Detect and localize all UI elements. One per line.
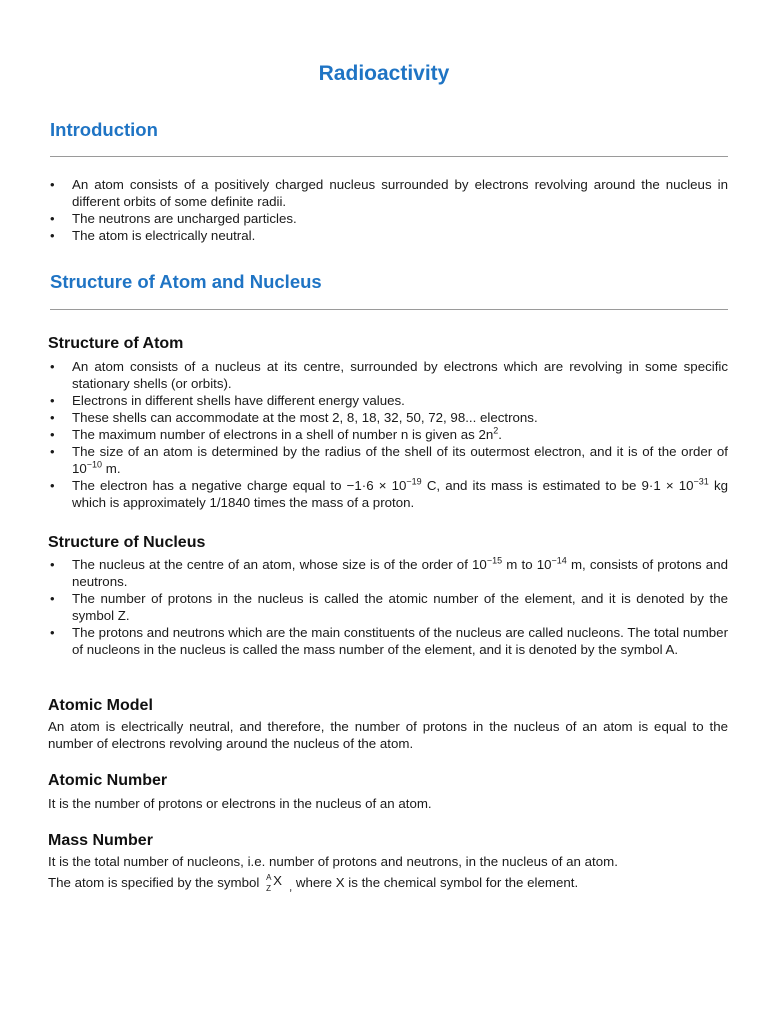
list-item-text: m to 10 bbox=[502, 557, 552, 572]
section-divider bbox=[50, 309, 728, 310]
list-item-text: The maximum number of electrons in a shell of number n is given as 2n bbox=[72, 427, 494, 442]
list-item-text: The electron has a negative charge equal to −1·6 × 10 bbox=[72, 478, 407, 493]
atomic-number-text: It is the number of protons or electrons in the nucleus of an atom. bbox=[48, 796, 432, 811]
symbol-line-start: The atom is specified by the symbol bbox=[48, 875, 264, 890]
list-item bbox=[48, 624, 728, 658]
list-item: • The atom is electrically neutral. bbox=[48, 227, 728, 244]
superscript: −31 bbox=[693, 476, 709, 487]
page-title: Radioactivity bbox=[318, 62, 450, 85]
nuclide-symbol bbox=[263, 872, 289, 893]
list-item-text: C, and its mass is estimated to be 9·1 × 10 bbox=[421, 478, 694, 493]
mass-number-symbol-line bbox=[48, 872, 728, 897]
list-item-text: These shells can accommodate at the most 2, 8, 18, 32, 50, 72, 98... electrons. bbox=[72, 410, 538, 425]
list-item-text: An atom consists of a nucleus at its centre, surrounded by electrons which are revolving in some specific stationary shells (or orbits). bbox=[72, 359, 728, 391]
list-item bbox=[48, 556, 728, 590]
list-item bbox=[48, 426, 728, 443]
list-item-text: Electrons in different shells have different energy values. bbox=[72, 393, 405, 408]
nucleus-bullet-list bbox=[48, 556, 728, 658]
subheading-structure-of-nucleus: Structure of Nucleus bbox=[48, 534, 206, 551]
nuclide-atomic-number: Z bbox=[266, 884, 271, 893]
subheading-atomic-number: Atomic Number bbox=[48, 772, 168, 789]
list-item bbox=[48, 590, 728, 624]
list-item: • An atom consists of a positively charged nucleus surrounded by electrons revolving around the nucleus in different orbits of some definite radii. bbox=[48, 176, 728, 210]
list-item bbox=[48, 358, 728, 392]
mass-number-text: It is the total number of nucleons, i.e. number of protons and neutrons, in the nucleus of an atom. bbox=[48, 854, 618, 869]
subheading-mass-number: Mass Number bbox=[48, 832, 153, 849]
list-item-text: . bbox=[498, 427, 502, 442]
superscript: −19 bbox=[406, 476, 422, 487]
section-heading-introduction: Introduction bbox=[50, 119, 158, 140]
nuclide-mass-number: A bbox=[266, 873, 272, 882]
list-item-text: The number of protons in the nucleus is called the atomic number of the element, and it is denoted by the symbol Z. bbox=[72, 591, 728, 623]
list-item-text: kg which is approximately 1/1840 times the mass of a proton. bbox=[72, 478, 728, 510]
introduction-bullet-list bbox=[48, 176, 728, 244]
list-item-text: The size of an atom is determined by the radius of the shell of its outermost electron, and it is of the order of 10 bbox=[72, 444, 728, 476]
atom-bullet-list bbox=[48, 358, 728, 511]
section-heading-structure: Structure of Atom and Nucleus bbox=[50, 271, 322, 292]
list-item bbox=[48, 392, 728, 409]
superscript: −15 bbox=[486, 555, 503, 566]
list-item bbox=[48, 409, 728, 426]
superscript: −14 bbox=[551, 555, 567, 566]
nuclide-element: X bbox=[273, 873, 282, 888]
list-item bbox=[48, 443, 728, 477]
section-divider bbox=[50, 156, 728, 157]
atomic-model-text: An atom is electrically neutral, and therefore, the number of protons in the nucleus of an atom is equal to the number of electrons revolving around the nucleus of the atom. bbox=[48, 719, 728, 751]
superscript: −10 bbox=[86, 459, 103, 470]
subheading-atomic-model: Atomic Model bbox=[48, 697, 153, 714]
symbol-line-end: where X is the chemical symbol for the element. bbox=[292, 875, 579, 890]
list-item: • The neutrons are uncharged particles. bbox=[48, 210, 728, 227]
list-item-text: The protons and neutrons which are the main constituents of the nucleus are called nucleons. The total number of nucleons in the nucleus is called the mass number of the element, and it is denoted by the symbol A. bbox=[72, 625, 728, 657]
list-item bbox=[48, 477, 728, 511]
symbol-comma: , bbox=[289, 881, 293, 894]
list-item-text: m. bbox=[102, 461, 121, 476]
superscript: 2 bbox=[493, 425, 499, 436]
subheading-structure-of-atom: Structure of Atom bbox=[48, 335, 184, 352]
list-item-text: m, consists of protons and neutrons. bbox=[72, 557, 728, 589]
list-item-text: The nucleus at the centre of an atom, whose size is of the order of 10 bbox=[72, 557, 487, 572]
